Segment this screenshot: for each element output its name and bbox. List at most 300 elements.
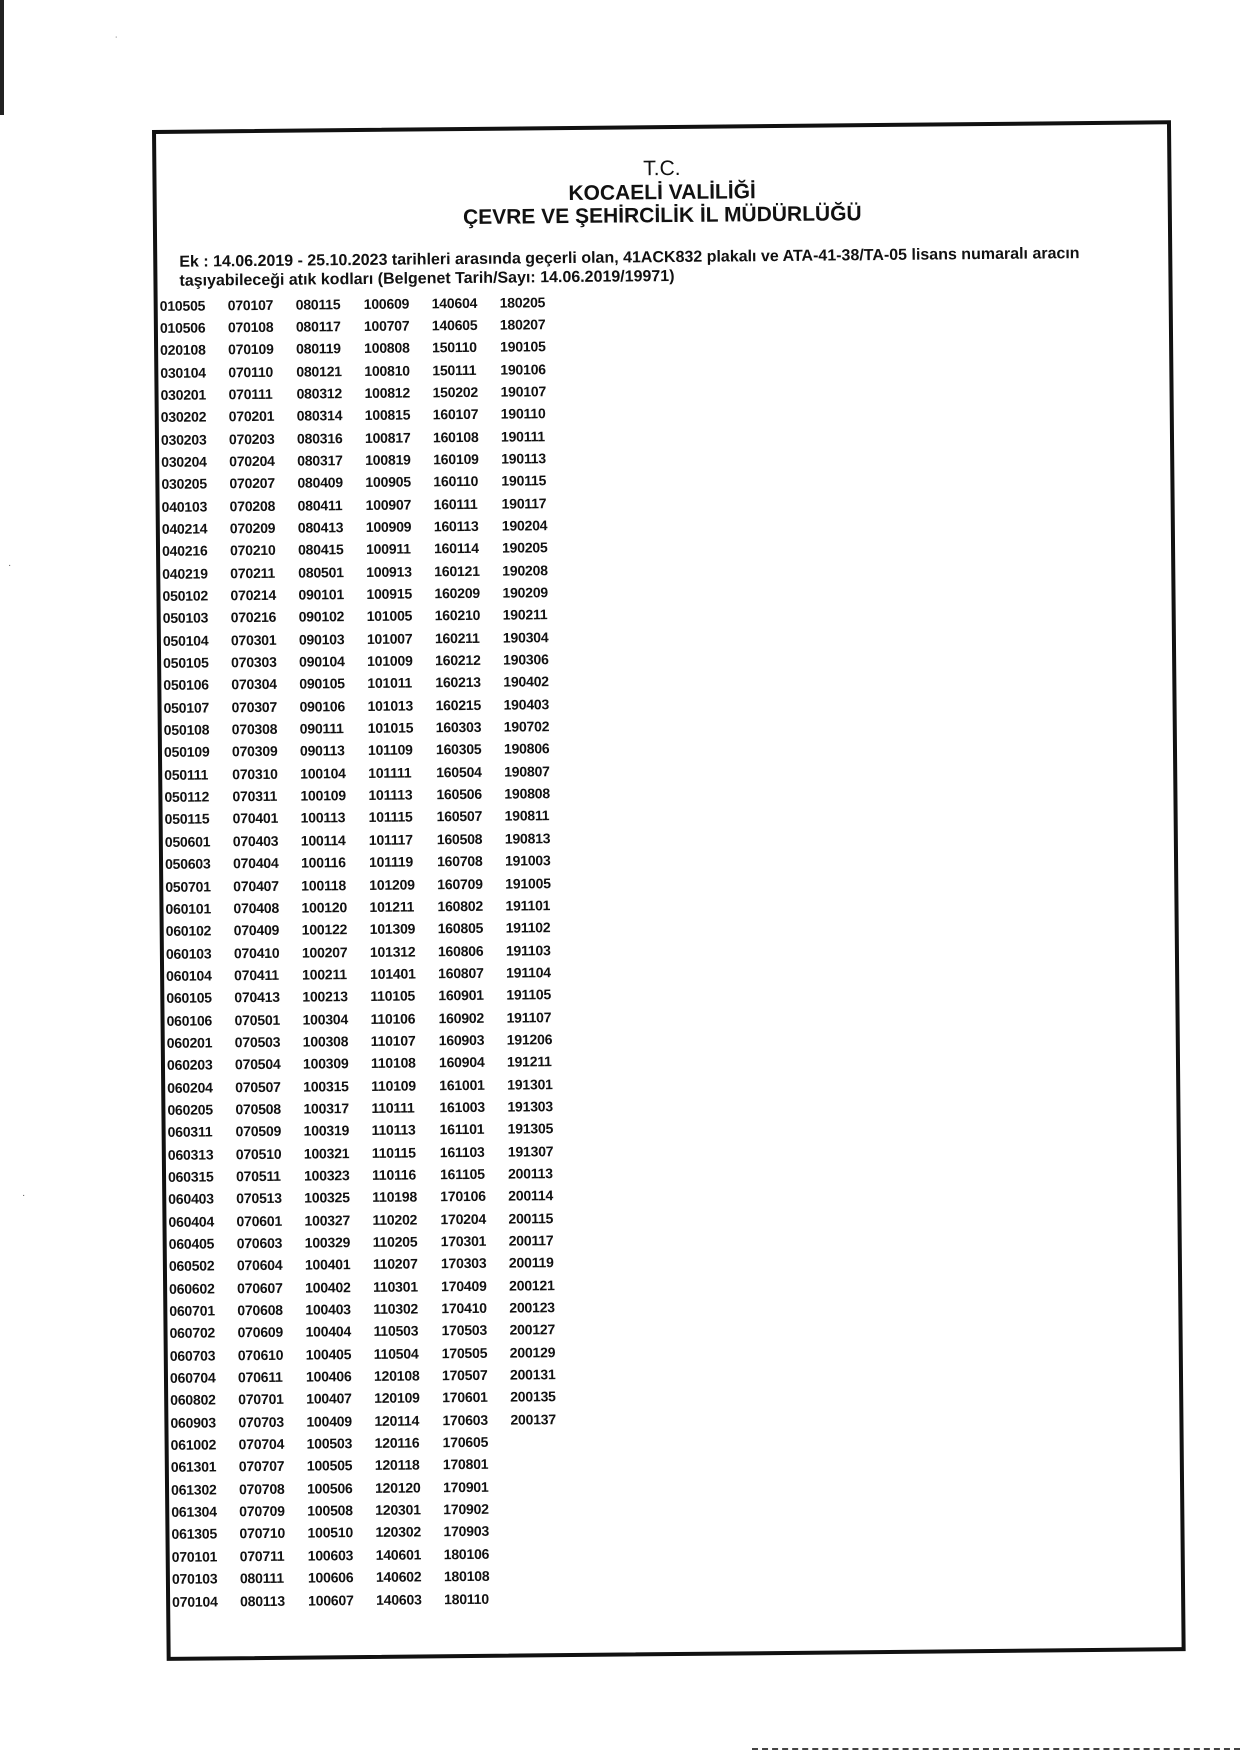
waste-code-cell: 070407 bbox=[233, 877, 279, 894]
waste-code-cell: 080501 bbox=[298, 563, 344, 581]
waste-code-cell: 060102 bbox=[165, 922, 212, 940]
scan-speck: · bbox=[22, 1190, 26, 1201]
waste-code-cell: 160209 bbox=[434, 584, 481, 602]
page-cut-line bbox=[752, 1748, 1240, 1750]
waste-code-cell: 110503 bbox=[373, 1322, 419, 1340]
waste-code-cell: 160508 bbox=[436, 830, 483, 848]
waste-code-cell: 190110 bbox=[500, 405, 546, 422]
waste-code-cell: 160108 bbox=[432, 428, 479, 445]
waste-code-cell: 100909 bbox=[365, 518, 412, 535]
waste-code-cell: 100308 bbox=[302, 1033, 349, 1050]
waste-code-cell: 100913 bbox=[366, 563, 412, 580]
waste-code-cell: 100309 bbox=[302, 1055, 349, 1072]
waste-code-cell: 190205 bbox=[501, 539, 548, 557]
waste-code-cell: 120108 bbox=[373, 1367, 420, 1385]
waste-code-cell: 070107 bbox=[227, 296, 274, 313]
waste-code-cell: 101312 bbox=[369, 943, 416, 960]
waste-code-cell bbox=[511, 1433, 579, 1456]
waste-code-cell: 050103 bbox=[162, 609, 209, 627]
waste-code-cell: 060405 bbox=[168, 1235, 215, 1252]
waste-code-cell: 070504 bbox=[234, 1056, 281, 1073]
waste-code-cell: 170903 bbox=[443, 1523, 490, 1540]
waste-code-cell: 160806 bbox=[437, 942, 484, 959]
waste-code-cell: 070507 bbox=[235, 1078, 281, 1095]
waste-code-cell: 100104 bbox=[300, 764, 346, 782]
waste-code-cell: 160121 bbox=[434, 562, 480, 580]
waste-code-cell bbox=[512, 1545, 580, 1568]
waste-code-cell: 061302 bbox=[170, 1481, 217, 1498]
waste-code-cell: 100321 bbox=[303, 1144, 350, 1162]
waste-code-cell: 050104 bbox=[162, 632, 209, 649]
waste-code-cell: 190402 bbox=[503, 673, 549, 691]
waste-code-cell: 070207 bbox=[229, 475, 276, 492]
scan-edge-mark bbox=[0, 0, 4, 115]
waste-code-cell: 100607 bbox=[308, 1591, 354, 1609]
waste-code-cell: 100707 bbox=[363, 317, 410, 334]
waste-code-cell: 110202 bbox=[372, 1211, 418, 1228]
waste-code-cell: 080316 bbox=[296, 429, 343, 447]
waste-code-cell: 070704 bbox=[238, 1435, 285, 1453]
waste-code-cell: 101209 bbox=[369, 876, 415, 893]
waste-code-cell: 070708 bbox=[238, 1480, 285, 1498]
waste-code-cell: 090102 bbox=[298, 608, 345, 626]
waste-code-cell: 160305 bbox=[435, 741, 482, 758]
waste-code-cell: 100207 bbox=[301, 943, 348, 961]
waste-code-cell: 120120 bbox=[374, 1479, 421, 1496]
waste-code-cell: 090103 bbox=[298, 630, 345, 648]
waste-code-cell: 100506 bbox=[306, 1479, 353, 1497]
waste-code-cell: 061002 bbox=[170, 1436, 217, 1453]
waste-code-cell: 070503 bbox=[234, 1033, 281, 1051]
waste-code-cell: 101401 bbox=[370, 965, 416, 982]
annex-note-line-1: Ek : 14.06.2019 - 25.10.2023 tarihleri arasında geçerli olan, 41ACK832 plakalı ve ATA-41-38/TA-05 lisans numaralı aracın bbox=[179, 244, 1080, 271]
waste-code-cell: 070607 bbox=[237, 1279, 283, 1296]
waste-code-cell: 090101 bbox=[298, 586, 345, 603]
waste-code-cell: 060702 bbox=[169, 1324, 216, 1342]
waste-code-cell: 050107 bbox=[163, 699, 210, 716]
waste-code-cell: 110113 bbox=[371, 1121, 416, 1139]
waste-code-cell: 140602 bbox=[375, 1568, 422, 1586]
waste-code-cell: 170605 bbox=[442, 1433, 489, 1451]
waste-code-cell: 191005 bbox=[505, 874, 551, 892]
waste-code-cell: 120118 bbox=[374, 1456, 420, 1474]
waste-code-cell: 070511 bbox=[235, 1167, 281, 1185]
waste-code-cell: 100402 bbox=[305, 1278, 351, 1296]
waste-code-cell: 200129 bbox=[509, 1343, 556, 1361]
waste-code-cell: 061301 bbox=[170, 1458, 217, 1476]
waste-code-cell: 080411 bbox=[297, 496, 343, 514]
waste-code-cell: 170106 bbox=[440, 1188, 486, 1205]
waste-code-cell: 161101 bbox=[439, 1121, 485, 1138]
waste-code-cell: 070508 bbox=[235, 1100, 282, 1118]
waste-code-cell: 190806 bbox=[503, 740, 550, 758]
waste-code-cell: 190403 bbox=[503, 695, 550, 713]
waste-code-cell: 060201 bbox=[166, 1034, 213, 1051]
header-line-tc: T.C. bbox=[643, 156, 681, 181]
annex-note bbox=[179, 243, 1154, 291]
waste-code-cell: 191305 bbox=[507, 1120, 554, 1137]
waste-code-cell: 200137 bbox=[510, 1410, 556, 1428]
waste-code-cell: 040219 bbox=[162, 565, 208, 582]
waste-code-cell: 100109 bbox=[300, 787, 347, 804]
waste-code-cell: 070111 bbox=[228, 385, 273, 403]
waste-code-cell: 100915 bbox=[366, 585, 413, 603]
waste-code-cell: 060101 bbox=[165, 900, 212, 917]
waste-code-cell: 170901 bbox=[442, 1478, 489, 1496]
waste-code-cell: 100606 bbox=[307, 1569, 354, 1586]
waste-code-cell: 160210 bbox=[434, 607, 481, 624]
waste-code-cell: 170409 bbox=[441, 1277, 487, 1294]
waste-code-cell: 191301 bbox=[507, 1075, 553, 1093]
waste-code-cell: 101113 bbox=[368, 786, 413, 804]
waste-code-cell: 070210 bbox=[229, 542, 276, 559]
waste-code-cell: 040214 bbox=[161, 520, 208, 537]
waste-code-cell: 200123 bbox=[509, 1299, 555, 1316]
waste-code-cell: 050115 bbox=[164, 810, 210, 828]
waste-code-cell: 050105 bbox=[163, 654, 209, 671]
waste-code-cell: 070201 bbox=[228, 408, 275, 425]
waste-code-cell: 070510 bbox=[235, 1145, 282, 1162]
waste-code-cell: 070604 bbox=[236, 1257, 283, 1274]
waste-code-cell: 200135 bbox=[510, 1388, 556, 1406]
waste-code-cell: 200127 bbox=[509, 1321, 556, 1339]
waste-code-cell: 190209 bbox=[502, 584, 549, 601]
waste-code-cell: 100510 bbox=[307, 1524, 354, 1542]
waste-code-cell: 080121 bbox=[296, 362, 342, 380]
waste-code-cell: 170204 bbox=[440, 1210, 487, 1227]
waste-code-cell: 110108 bbox=[370, 1054, 416, 1072]
waste-code-cell: 070501 bbox=[234, 1011, 281, 1028]
waste-code-cell: 050109 bbox=[163, 743, 210, 761]
waste-code-cell: 100323 bbox=[303, 1167, 350, 1184]
waste-code-cell: 030205 bbox=[161, 475, 208, 493]
waste-code-cell: 050108 bbox=[163, 721, 210, 739]
waste-code-cell: 060802 bbox=[170, 1391, 216, 1409]
waste-code-cell: 200113 bbox=[507, 1165, 553, 1182]
waste-code-cell: 070311 bbox=[232, 787, 278, 805]
waste-code-cell: 100817 bbox=[364, 429, 411, 446]
waste-code-cell: 180207 bbox=[499, 316, 546, 333]
waste-code-cell: 190813 bbox=[504, 830, 551, 847]
waste-code-cell: 100405 bbox=[305, 1345, 352, 1363]
waste-code-cell: 110107 bbox=[370, 1032, 416, 1049]
waste-code-cell: 101009 bbox=[367, 652, 413, 670]
waste-code-cell: 150110 bbox=[432, 339, 477, 356]
waste-code-cell: 100404 bbox=[305, 1323, 352, 1340]
waste-code-cell: 100113 bbox=[300, 809, 346, 827]
waste-code-cell: 100327 bbox=[304, 1211, 351, 1229]
waste-code-cell: 070411 bbox=[234, 966, 279, 984]
waste-code-cell: 080115 bbox=[295, 295, 341, 313]
scan-speck: ˙ bbox=[115, 36, 119, 47]
waste-code-cell: 161105 bbox=[439, 1165, 485, 1183]
waste-code-cell: 100609 bbox=[363, 295, 410, 312]
waste-code-cell bbox=[512, 1567, 580, 1590]
waste-code-cell: 070103 bbox=[171, 1570, 218, 1588]
waste-code-cell: 070513 bbox=[236, 1190, 282, 1207]
waste-code-cell: 080111 bbox=[239, 1569, 284, 1587]
waste-code-cell: 100114 bbox=[300, 832, 346, 849]
waste-code-cell: 070109 bbox=[228, 341, 274, 358]
waste-code-cell: 160708 bbox=[436, 853, 483, 870]
waste-code-cell: 070410 bbox=[233, 944, 280, 961]
waste-code-cell: 110116 bbox=[371, 1166, 417, 1183]
waste-code-cell: 150111 bbox=[432, 361, 477, 378]
waste-code-cell: 090111 bbox=[299, 720, 344, 737]
waste-code-cell: 080317 bbox=[297, 452, 343, 469]
waste-code-cell: 090113 bbox=[299, 742, 345, 760]
waste-code-cell: 060602 bbox=[169, 1280, 215, 1297]
waste-code-cell: 070710 bbox=[239, 1525, 286, 1542]
waste-code-cell: 100911 bbox=[365, 540, 411, 558]
waste-code-cell: 200119 bbox=[508, 1254, 554, 1271]
waste-code-cell: 100808 bbox=[364, 339, 410, 357]
waste-code-cell: 110504 bbox=[373, 1345, 419, 1362]
waste-code-cell: 070408 bbox=[233, 899, 280, 917]
waste-code-cell: 160807 bbox=[438, 964, 484, 982]
waste-code-cell: 070509 bbox=[235, 1123, 282, 1140]
waste-code-cell: 190211 bbox=[502, 606, 548, 624]
waste-code-cell: 160109 bbox=[433, 450, 479, 468]
waste-code-cell: 101015 bbox=[367, 719, 414, 737]
waste-code-cell: 160901 bbox=[438, 987, 484, 1004]
waste-code-cell: 191003 bbox=[504, 852, 551, 869]
waste-code-cell: 191105 bbox=[506, 986, 552, 1003]
waste-code-cell: 110106 bbox=[370, 1010, 416, 1027]
waste-code-cell: 190304 bbox=[502, 628, 549, 646]
waste-code-cell: 080413 bbox=[297, 519, 344, 536]
waste-code-cell: 100812 bbox=[364, 384, 411, 401]
waste-code-cell: 100315 bbox=[303, 1077, 349, 1095]
waste-code-cell: 080119 bbox=[296, 340, 341, 357]
waste-code-cell: 070409 bbox=[233, 922, 280, 939]
waste-code-cell: 190808 bbox=[504, 785, 550, 802]
header-line-governorship: KOCAELİ VALİLİĞİ bbox=[568, 179, 756, 205]
waste-code-cell bbox=[512, 1589, 580, 1612]
waste-code-cell: 160212 bbox=[435, 651, 481, 669]
waste-code-cell: 050102 bbox=[162, 587, 209, 604]
waste-code-cell: 170301 bbox=[440, 1232, 487, 1250]
waste-code-cell: 070216 bbox=[230, 609, 277, 626]
waste-code-cell: 100503 bbox=[306, 1435, 353, 1452]
waste-code-cell: 191103 bbox=[505, 941, 551, 959]
waste-code-cell: 120302 bbox=[375, 1523, 422, 1541]
waste-code-cell: 030201 bbox=[160, 386, 207, 403]
waste-code-cell: 100213 bbox=[302, 988, 348, 1005]
waste-code-cell: 010505 bbox=[159, 297, 206, 314]
waste-code-cell: 060903 bbox=[170, 1414, 217, 1431]
waste-code-cell: 030203 bbox=[160, 431, 207, 448]
waste-code-cell: 191307 bbox=[507, 1142, 554, 1160]
waste-code-cell: 070104 bbox=[172, 1592, 218, 1610]
waste-code-cell: 100508 bbox=[307, 1502, 353, 1519]
waste-code-cell: 190204 bbox=[501, 517, 548, 534]
waste-code-cell: 101007 bbox=[366, 630, 413, 647]
waste-code-cell: 191102 bbox=[505, 919, 551, 936]
waste-code-cell: 160110 bbox=[433, 473, 479, 490]
waste-code-cell: 060404 bbox=[168, 1213, 215, 1230]
waste-code-cell: 190106 bbox=[500, 360, 546, 378]
waste-code-cell: 070209 bbox=[229, 519, 276, 537]
waste-code-cell: 070703 bbox=[238, 1413, 285, 1430]
waste-code-cell: 060701 bbox=[169, 1302, 215, 1319]
waste-code-cell: 101109 bbox=[367, 741, 413, 759]
waste-code-cell: 200115 bbox=[508, 1209, 554, 1227]
waste-code-cell: 070701 bbox=[238, 1391, 284, 1408]
waste-code-cell: 100329 bbox=[304, 1234, 351, 1251]
waste-code-cell: 070204 bbox=[229, 452, 275, 470]
waste-code-cell: 100116 bbox=[300, 854, 346, 871]
waste-code-cell: 100211 bbox=[302, 966, 347, 983]
waste-code-cell: 070307 bbox=[231, 698, 278, 716]
waste-code-cell: 160215 bbox=[435, 696, 482, 714]
waste-code-cell: 160805 bbox=[437, 920, 484, 937]
waste-code-cell: 100819 bbox=[365, 451, 411, 468]
waste-code-cell: 120109 bbox=[374, 1389, 420, 1407]
waste-code-cell: 170505 bbox=[441, 1344, 488, 1362]
waste-code-cell: 190702 bbox=[503, 718, 550, 735]
waste-code-cell: 060703 bbox=[169, 1347, 216, 1364]
waste-code-cell: 050106 bbox=[163, 676, 209, 694]
waste-code-cell: 060313 bbox=[167, 1146, 214, 1163]
waste-code-cell: 070308 bbox=[231, 720, 278, 738]
waste-code-cell: 180108 bbox=[443, 1567, 490, 1585]
waste-code-cell: 060204 bbox=[167, 1079, 213, 1096]
waste-code-cell: 200114 bbox=[508, 1187, 554, 1204]
waste-code-cell: 080314 bbox=[296, 407, 343, 424]
waste-code-cell: 200121 bbox=[509, 1276, 555, 1294]
waste-code-cell: 191206 bbox=[506, 1031, 553, 1048]
waste-code-cell: 100122 bbox=[301, 921, 348, 938]
waste-code-cell: 060203 bbox=[166, 1056, 213, 1074]
waste-code-cell: 040103 bbox=[161, 498, 208, 515]
waste-code-cell: 200131 bbox=[509, 1366, 556, 1383]
waste-code-cell: 070303 bbox=[231, 653, 277, 671]
waste-code-cell: 170503 bbox=[441, 1322, 488, 1339]
waste-code-cell: 070404 bbox=[232, 854, 279, 872]
waste-code-cell bbox=[511, 1522, 579, 1545]
waste-code-cell: 191104 bbox=[506, 964, 551, 981]
waste-code-cell: 101011 bbox=[367, 674, 413, 692]
waste-code-cell: 020108 bbox=[160, 341, 206, 359]
waste-code-cell: 070610 bbox=[237, 1346, 284, 1363]
waste-code-cell: 190105 bbox=[500, 338, 546, 355]
waste-code-cell: 101111 bbox=[368, 764, 412, 781]
waste-code-cell: 080117 bbox=[295, 318, 341, 335]
waste-code-cell: 060502 bbox=[168, 1257, 215, 1275]
waste-code-cell: 191101 bbox=[505, 897, 551, 914]
document-header bbox=[156, 152, 1168, 232]
waste-code-cell: 100403 bbox=[305, 1301, 351, 1318]
waste-code-cell: 190111 bbox=[500, 427, 546, 445]
waste-code-cell: 070707 bbox=[238, 1458, 285, 1475]
waste-code-cell: 170801 bbox=[442, 1456, 489, 1473]
waste-code-cell: 161003 bbox=[439, 1098, 485, 1116]
waste-code-cell: 160902 bbox=[438, 1009, 485, 1026]
waste-code-cell: 101309 bbox=[369, 920, 416, 938]
waste-code-cell: 070108 bbox=[227, 318, 274, 336]
waste-code-cell: 101117 bbox=[368, 831, 413, 848]
waste-code-cell: 070609 bbox=[237, 1324, 284, 1341]
waste-code-cell: 061304 bbox=[171, 1503, 217, 1521]
waste-code-cell: 101005 bbox=[366, 607, 413, 625]
waste-code-cell bbox=[511, 1455, 579, 1478]
waste-code-cell: 190811 bbox=[504, 807, 550, 825]
waste-code-cell: 070608 bbox=[237, 1301, 283, 1319]
waste-code-cell: 180205 bbox=[499, 293, 546, 311]
waste-code-cell: 110111 bbox=[371, 1099, 415, 1116]
waste-code-cell: 160111 bbox=[433, 495, 478, 512]
waste-code-cell: 070611 bbox=[237, 1368, 283, 1386]
waste-code-cell: 070309 bbox=[231, 743, 278, 760]
waste-code-cell: 100505 bbox=[306, 1457, 353, 1475]
waste-code-cell: 190117 bbox=[501, 494, 547, 512]
waste-code-cell: 160211 bbox=[434, 629, 480, 647]
waste-code-cell: 110109 bbox=[371, 1077, 417, 1094]
waste-code-cell: 070211 bbox=[230, 564, 276, 581]
waste-code-cell: 160113 bbox=[433, 517, 479, 535]
waste-code-cell: 070208 bbox=[229, 497, 276, 514]
waste-code-cell: 120116 bbox=[374, 1434, 420, 1452]
waste-code-cell: 120301 bbox=[375, 1501, 421, 1519]
waste-code-cell: 101119 bbox=[368, 853, 414, 871]
waste-code-cell: 191107 bbox=[506, 1008, 552, 1026]
waste-code-cell: 070310 bbox=[232, 765, 278, 783]
waste-code-cell: 110198 bbox=[372, 1188, 418, 1206]
waste-code-cell: 170507 bbox=[441, 1366, 488, 1384]
waste-code-cell: 060104 bbox=[166, 967, 212, 984]
waste-code-cell: 160506 bbox=[436, 786, 482, 803]
waste-code-cell: 030204 bbox=[161, 453, 207, 470]
waste-code-cell: 200117 bbox=[508, 1232, 554, 1249]
waste-code-cell: 050701 bbox=[165, 877, 211, 895]
waste-code-cell: 050601 bbox=[164, 833, 211, 850]
waste-codes-table bbox=[160, 288, 1182, 1616]
waste-code-cell: 190208 bbox=[502, 561, 548, 579]
waste-code-cell: 160903 bbox=[438, 1031, 485, 1049]
waste-code-cell: 161103 bbox=[439, 1143, 485, 1160]
waste-code-cell: 061305 bbox=[171, 1525, 218, 1543]
waste-code-cell: 060704 bbox=[169, 1369, 216, 1386]
waste-code-cell: 050111 bbox=[164, 766, 209, 783]
waste-code-cell: 170603 bbox=[442, 1411, 489, 1429]
waste-code-cell: 150202 bbox=[432, 383, 479, 401]
waste-code-cell: 050603 bbox=[164, 855, 211, 873]
waste-code-cell: 070214 bbox=[230, 586, 277, 604]
waste-code-cell: 160114 bbox=[433, 540, 479, 557]
waste-code-cell: 190807 bbox=[504, 763, 550, 780]
waste-code-cell: 030202 bbox=[160, 408, 207, 426]
waste-code-cell: 070301 bbox=[230, 631, 277, 649]
waste-code-cell: 170303 bbox=[440, 1255, 487, 1272]
waste-code-cell: 100810 bbox=[364, 362, 410, 379]
waste-code-cell: 170601 bbox=[442, 1389, 488, 1406]
waste-code-cell: 060205 bbox=[167, 1101, 214, 1118]
waste-code-cell: 180106 bbox=[443, 1545, 490, 1563]
waste-code-cell: 060103 bbox=[165, 945, 212, 962]
annex-note-line-2: taşıyabileceği atık kodları (Belgenet Tarih/Sayı: 14.06.2019/19971) bbox=[179, 268, 675, 290]
waste-code-cell: 060311 bbox=[167, 1123, 213, 1141]
waste-code-cell: 190113 bbox=[501, 450, 546, 467]
waste-code-cell: 160709 bbox=[437, 875, 483, 892]
waste-code-cell: 070110 bbox=[228, 363, 274, 380]
waste-code-cell: 060403 bbox=[168, 1190, 214, 1208]
waste-code-cell: 120114 bbox=[374, 1412, 420, 1429]
waste-code-cell: 161001 bbox=[439, 1076, 485, 1093]
waste-code-cell: 100409 bbox=[306, 1412, 353, 1430]
waste-code-cell: 191211 bbox=[506, 1053, 552, 1070]
waste-code-cell: 190115 bbox=[501, 472, 547, 489]
